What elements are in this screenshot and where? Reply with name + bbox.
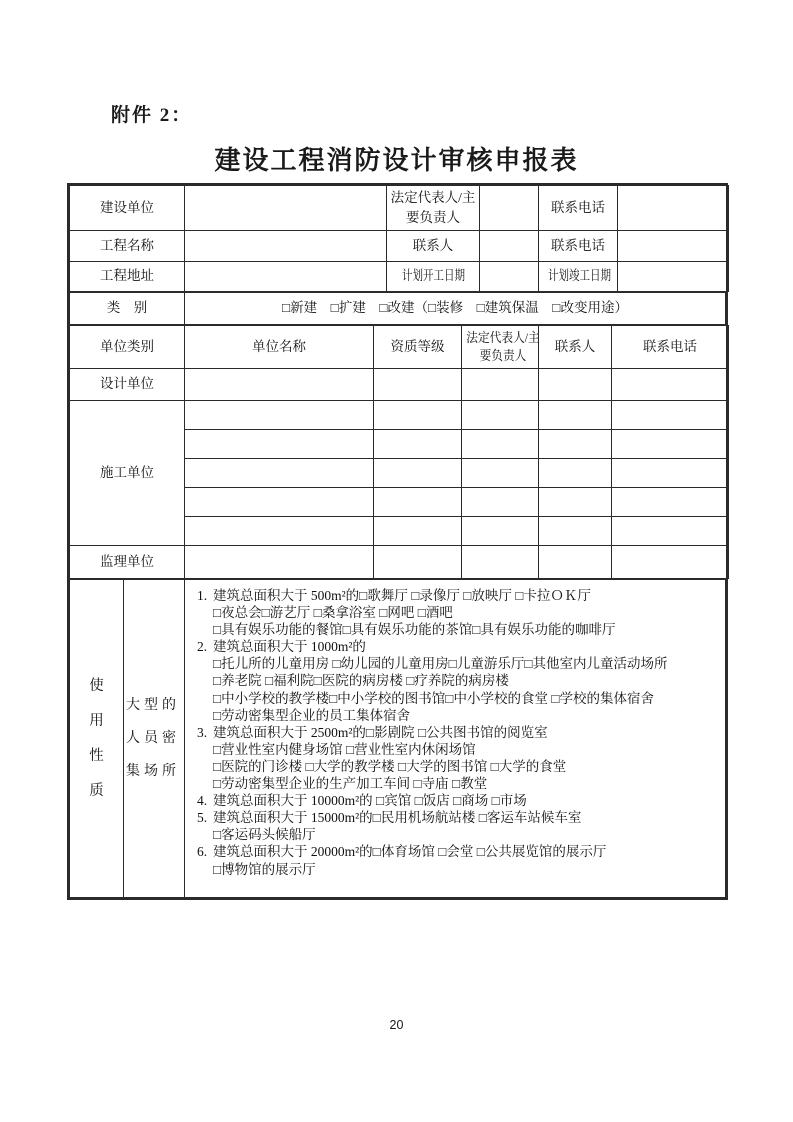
blank-cell <box>618 186 729 231</box>
label-contact-phone: 联系电话 <box>539 231 618 262</box>
blank-cell <box>612 401 729 430</box>
usage-line-text: 建筑总面积大于 10000m²的 □宾馆 □饭店 □商场 □市场 <box>213 793 527 809</box>
blank-cell <box>618 262 729 292</box>
usage-line-text: 建筑总面积大于 15000m²的□民用机场航站楼 □客运车站候车室 <box>213 810 582 826</box>
page-number: 20 <box>389 1018 404 1032</box>
blank-cell <box>480 231 539 262</box>
usage-line <box>185 724 725 741</box>
usage-line-number: 6. <box>197 844 208 860</box>
usage-line-text: □具有娱乐功能的餐馆□具有娱乐功能的茶馆□具有娱乐功能的咖啡厅 <box>213 622 616 638</box>
label-design-unit: 设计单位 <box>70 369 185 401</box>
header-legal-representative: 法定代表人/主要负责人 <box>462 326 539 369</box>
blank-cell <box>539 517 612 546</box>
usage-line <box>185 792 725 809</box>
header-contact-person: 联系人 <box>539 326 612 369</box>
blank-cell <box>612 459 729 488</box>
usage-line <box>185 741 725 758</box>
label-project-address: 工程地址 <box>70 262 185 292</box>
blank-cell <box>185 369 374 401</box>
usage-line <box>185 758 725 775</box>
table-row <box>70 262 729 292</box>
usage-line-number: 1. <box>197 588 208 603</box>
blank-cell <box>374 517 462 546</box>
label-category: 类 别 <box>70 293 185 325</box>
blank-cell <box>539 401 612 430</box>
supervision-unit-row <box>70 546 729 579</box>
label-planned-completion-date: 计划竣工日期 <box>539 262 618 292</box>
usage-line <box>185 638 725 655</box>
usage-line-text: 建筑总面积大于 20000m²的□体育场馆 □会堂 □公共展览馆的展示厅 <box>213 844 607 860</box>
usage-line <box>185 672 725 689</box>
usage-line-text: □养老院 □福利院□医院的病房楼 □疗养院的病房楼 <box>213 673 509 689</box>
table-row <box>70 186 729 231</box>
blank-cell <box>185 517 374 546</box>
usage-line <box>185 707 725 724</box>
blank-cell <box>185 231 387 262</box>
blank-cell <box>462 488 539 517</box>
blank-cell <box>612 430 729 459</box>
usage-line <box>185 655 725 672</box>
header-contact-phone: 联系电话 <box>612 326 729 369</box>
blank-cell <box>612 517 729 546</box>
usage-line-number: 2. <box>197 639 208 655</box>
blank-cell <box>539 369 612 401</box>
usage-line-text: 建筑总面积大于 500m²的□歌舞厅 □录像厅 □放映厅 □卡拉ＯＫ厅 <box>213 588 591 603</box>
blank-cell <box>374 369 462 401</box>
usage-line-number: 3. <box>197 724 208 740</box>
blank-cell <box>374 430 462 459</box>
blank-cell <box>374 459 462 488</box>
header-unit-type: 单位类别 <box>70 326 185 369</box>
label-legal-representative: 法定代表人/主要负责人 <box>387 186 480 231</box>
usage-line-text: □劳动密集型企业的生产加工车间 □寺庙 □教堂 <box>213 776 488 792</box>
usage-line-text: □博物馆的展示厅 <box>213 861 316 877</box>
usage-row <box>70 580 726 898</box>
header-qualification-level: 资质等级 <box>374 326 462 369</box>
blank-cell <box>185 262 387 292</box>
blank-cell <box>480 262 539 292</box>
blank-cell <box>480 186 539 231</box>
page-title: 建设工程消防设计审核申报表 <box>214 145 579 175</box>
usage-line-text: □中小学校的教学楼□中小学校的图书馆□中小学校的食堂 □学校的集体宿舍 <box>213 690 654 706</box>
usage-line-text: □客运码头候船厅 <box>213 827 316 843</box>
category-checkbox-options: □新建 □扩建 □改建（□装修 □建筑保温 □改变用途） <box>185 293 726 325</box>
usage-line-text: 建筑总面积大于 1000m²的 <box>213 639 366 655</box>
header-unit-name: 单位名称 <box>185 326 374 369</box>
blank-cell <box>539 459 612 488</box>
usage-content <box>185 580 726 898</box>
units-header-row <box>70 326 729 369</box>
category-table <box>69 292 726 325</box>
blank-cell <box>185 488 374 517</box>
label-usage-nature: 使用性质 <box>70 580 124 898</box>
usage-line <box>185 861 725 878</box>
label-project-name: 工程名称 <box>70 231 185 262</box>
blank-cell <box>612 546 729 579</box>
usage-line-text: □劳动密集型企业的员工集体宿舍 <box>213 707 411 723</box>
usage-line <box>185 690 725 707</box>
label-supervision-unit: 监理单位 <box>70 546 185 579</box>
units-table <box>69 325 729 579</box>
blank-cell <box>185 459 374 488</box>
blank-cell <box>539 546 612 579</box>
blank-cell <box>374 488 462 517</box>
usage-line-number: 4. <box>197 793 208 809</box>
basic-info-table <box>69 185 729 292</box>
usage-line-text: □营业性室内健身场馆 □营业性室内休闲场馆 <box>213 741 476 757</box>
usage-line-number: 5. <box>197 810 208 826</box>
table-row <box>70 293 726 325</box>
attachment-label: 附件 2： <box>111 105 193 126</box>
label-contact-phone: 联系电话 <box>539 186 618 231</box>
usage-line <box>185 826 725 843</box>
design-unit-row <box>70 369 729 401</box>
usage-line <box>185 621 725 638</box>
usage-line-text: □夜总会□游艺厅 □桑拿浴室 □网吧 □酒吧 <box>213 605 453 621</box>
usage-line <box>185 843 725 860</box>
usage-line-text: □医院的门诊楼 □大学的教学楼 □大学的图书馆 □大学的食堂 <box>213 758 567 774</box>
blank-cell <box>462 369 539 401</box>
blank-cell <box>185 430 374 459</box>
blank-cell <box>462 401 539 430</box>
blank-cell <box>539 488 612 517</box>
usage-line <box>185 775 725 792</box>
blank-cell <box>462 430 539 459</box>
usage-line <box>185 604 725 621</box>
label-construction-contractor: 施工单位 <box>70 401 185 546</box>
label-dense-crowd-venue: 大型的人员密集场所 <box>124 580 185 898</box>
usage-line <box>185 809 725 826</box>
label-contact-person: 联系人 <box>387 231 480 262</box>
blank-cell <box>462 546 539 579</box>
blank-cell <box>462 459 539 488</box>
blank-cell <box>374 401 462 430</box>
construction-unit-row <box>70 401 729 430</box>
usage-table <box>69 579 726 898</box>
blank-cell <box>185 186 387 231</box>
blank-cell <box>462 517 539 546</box>
blank-cell <box>612 369 729 401</box>
blank-cell <box>612 488 729 517</box>
table-row <box>70 231 729 262</box>
label-construction-unit: 建设单位 <box>70 186 185 231</box>
blank-cell <box>618 231 729 262</box>
blank-cell <box>374 546 462 579</box>
usage-line-text: 建筑总面积大于 2500m²的□影剧院 □公共图书馆的阅览室 <box>213 724 548 740</box>
blank-cell <box>185 546 374 579</box>
blank-cell <box>539 430 612 459</box>
label-planned-start-date: 计划开工日期 <box>387 262 480 292</box>
application-form-table <box>67 183 728 900</box>
blank-cell <box>185 401 374 430</box>
usage-line <box>185 587 725 604</box>
usage-line-text: □托儿所的儿童用房 □幼儿园的儿童用房□儿童游乐厅□其他室内儿童活动场所 <box>213 656 668 672</box>
